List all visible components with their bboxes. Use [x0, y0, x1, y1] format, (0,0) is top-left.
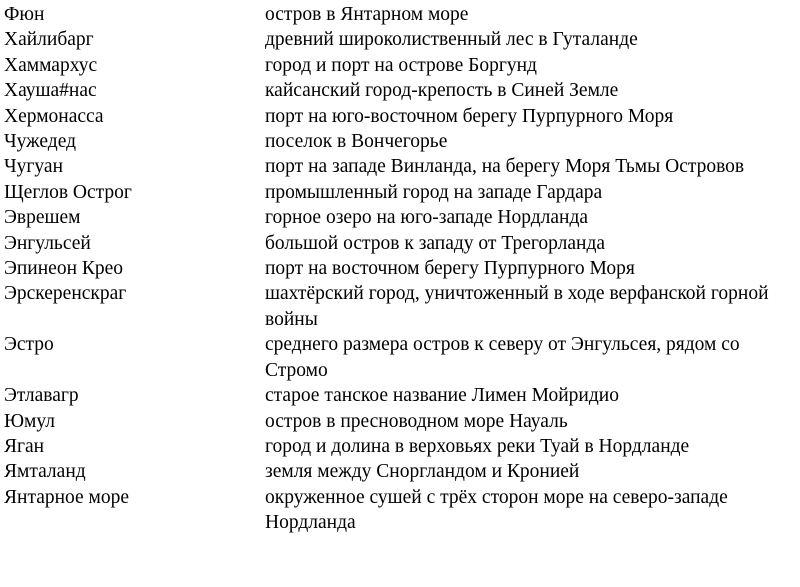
glossary-term: Щеглов Острог — [4, 181, 132, 203]
glossary-term: Эрскеренскраг — [4, 283, 127, 305]
glossary-definition: порт на юго-восточном берегу Пурпурного Моря — [265, 105, 674, 127]
glossary-term: Эврешем — [4, 207, 81, 229]
glossary-entry — [4, 409, 794, 434]
glossary-definition: древний широколиственный лес в Гуталанде — [265, 29, 638, 51]
glossary-definition: остров в пресноводном море Науаль — [265, 410, 568, 432]
glossary-entry — [4, 78, 794, 103]
glossary-definition: остров в Янтарном море — [265, 4, 469, 25]
glossary-definition: большой остров к западу от Трегорланда — [265, 232, 606, 254]
glossary-term: Энгульсей — [4, 232, 91, 254]
glossary-definition: промышленный город на западе Гардара — [265, 181, 603, 203]
glossary-entry — [4, 332, 794, 383]
glossary-term: Юмул — [4, 410, 56, 432]
glossary-term: Янтарное море — [4, 486, 130, 508]
glossary-entry — [4, 27, 794, 52]
glossary-entry — [4, 434, 794, 459]
glossary-term: Чужедед — [4, 131, 77, 153]
glossary-entry — [4, 281, 794, 332]
glossary-entry — [4, 256, 794, 281]
glossary-entry — [4, 154, 794, 179]
glossary-term: Ямталанд — [4, 461, 86, 483]
glossary-entry — [4, 53, 794, 78]
glossary-term: Этлавагр — [4, 385, 79, 407]
glossary-term: Яган — [4, 435, 45, 457]
glossary-entry — [4, 459, 794, 484]
glossary-entry — [4, 383, 794, 408]
glossary-definition: порт на западе Винланда, на берегу Моря Тьмы Островов — [265, 156, 745, 178]
glossary-entry — [4, 485, 794, 536]
glossary-definition: порт на восточном берегу Пурпурного Моря — [265, 258, 635, 280]
glossary-entry — [4, 129, 794, 154]
glossary-definition: земля между Сноргландом и Кронией — [265, 461, 580, 483]
glossary-term: Хауша#нас — [4, 80, 97, 102]
glossary-term: Эстро — [4, 334, 54, 356]
glossary-definition: шахтёрский город, уничтоженный в ходе верфанской горной войны — [265, 283, 769, 330]
glossary-definition: старое танское название Лимен Мойридио — [265, 385, 619, 407]
glossary-definition: горное озеро на юго-западе Нордланда — [265, 207, 589, 229]
glossary-definition: кайсанский город-крепость в Синей Земле — [265, 80, 619, 102]
glossary-definition: окруженное сушей с трёх сторон море на северо-западе Нордланда — [265, 486, 728, 534]
glossary-entry — [4, 231, 794, 256]
glossary-entry — [4, 180, 794, 205]
glossary-term: Чугуан — [4, 156, 64, 178]
glossary-term: Эпинеон Крео — [4, 258, 124, 280]
glossary-definition: город и долина в верховьях реки Туай в Нордланде — [265, 435, 690, 457]
glossary-term: Хайлибарг — [4, 29, 94, 51]
glossary-term: Хаммархус — [4, 54, 98, 76]
glossary-definition: среднего размера остров к северу от Энгульсея, рядом со Стромо — [265, 334, 740, 381]
glossary-definition: поселок в Вончегорье — [265, 131, 448, 153]
glossary-entry — [4, 205, 794, 230]
glossary-entry — [4, 104, 794, 129]
glossary-term: Хермонасса — [4, 105, 104, 127]
glossary-entry — [4, 2, 794, 27]
glossary-term: Фюн — [4, 4, 45, 25]
glossary-definition: город и порт на острове Боргунд — [265, 54, 537, 76]
